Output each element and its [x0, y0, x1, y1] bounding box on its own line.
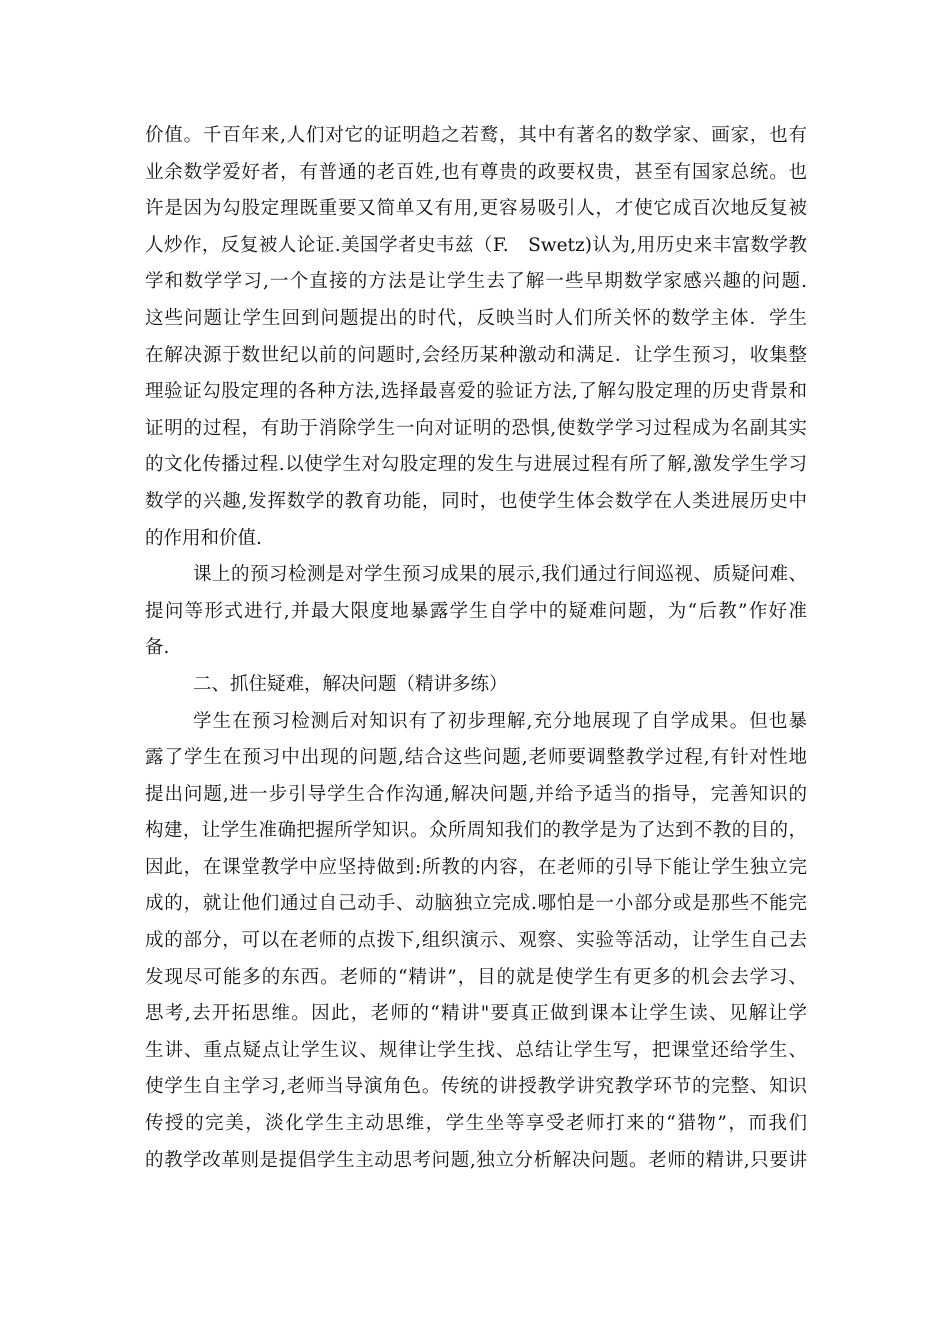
text-line: 思考,去开拓思维。因此，老师的“精讲"要真正做到课本让学生读、见解让学: [145, 1003, 807, 1025]
text-line: 传授的完美，淡化学生主动思维，学生坐等享受老师打来的“猎物”，而我们: [145, 1113, 807, 1135]
text-line: 学和数学学习,一个直接的方法是让学生去了解一些早期数学家感兴趣的问题.: [145, 271, 807, 293]
text-line: 课上的预习检测是对学生预习成果的展示,我们通过行间巡视、质疑问难、: [193, 564, 807, 586]
text-line: 露了学生在预习中出现的问题,结合这些问题,老师要调整教学过程,有针对性地: [145, 747, 807, 769]
text-line: 数学的兴趣,发挥数学的教育功能，同时，也使学生体会数学在人类进展历史中: [145, 490, 807, 512]
text-line: 价值。千百年来,人们对它的证明趋之若鹜，其中有著名的数学家、画家，也有: [145, 125, 807, 146]
text-line: 因此，在课堂教学中应坚持做到:所教的内容，在老师的引导下能让学生独立完: [145, 856, 807, 878]
text-line: 备.: [145, 637, 170, 659]
text-line: 证明的过程，有助于消除学生一向对证明的恐惧,使数学学习过程成为名副其实: [145, 417, 807, 439]
text-line: 许是因为勾股定理既重要又简单又有用,更容易吸引人，才使它成百次地反复被: [145, 198, 807, 220]
text-line: 成的，就让他们通过自己动手、动脑独立完成.哪怕是一小部分或是那些不能完: [145, 893, 807, 915]
text-line: 提问等形式进行,并最大限度地暴露学生自学中的疑难问题，为“后教”作好准: [145, 600, 807, 622]
text-line: 业余数学爱好者，有普通的老百姓,也有尊贵的政要权贵，甚至有国家总统。也: [145, 161, 807, 183]
section-heading-text: 二、抓住疑难，解决问题（精讲多练）: [193, 673, 508, 695]
text-line: 的教学改革则是提倡学生主动思考问题,独立分析解决问题。老师的精讲,只要讲: [145, 1149, 807, 1171]
text-line: 的文化传播过程.以使学生对勾股定理的发生与进展过程有所了解,激发学生学习: [145, 454, 807, 476]
text-line: 构建，让学生准确把握所学知识。众所周知我们的教学是为了达到不教的目的，: [145, 820, 807, 842]
paragraph-p2: [145, 557, 807, 667]
text-line: 使学生自主学习,老师当导演角色。传统的讲授教学讲究教学环节的完整、知识: [145, 1076, 807, 1098]
text-line: 这些问题让学生回到问题提出的时代，反映当时人们所关怀的数学主体．学生: [145, 307, 807, 329]
text-line: 在解决源于数世纪以前的问题时,会经历某种激动和满足．让学生预习，收集整: [145, 344, 807, 366]
text-line: 学生在预习检测后对知识有了初步理解,充分地展现了自学成果。但也暴: [193, 710, 807, 732]
section-heading: [145, 667, 807, 704]
text-line: 人炒作，反复被人论证.美国学者史韦兹（F. Swetz)认为,用历史来丰富数学教: [145, 234, 807, 256]
text-line: 理验证勾股定理的各种方法,选择最喜爱的验证方法,了解勾股定理的历史背景和: [145, 381, 807, 403]
text-line: 的作用和价值.: [145, 527, 262, 549]
text-line: 发现尽可能多的东西。老师的“精讲”，目的就是使学生有更多的机会去学习、: [145, 966, 807, 988]
paragraph-p1: [145, 118, 807, 557]
text-line: 成的部分，可以在老师的点拨下,组织演示、观察、实验等活动，让学生自己去: [145, 930, 807, 952]
document-body: [145, 118, 807, 1179]
paragraph-p3: [145, 704, 807, 1180]
text-line: 生讲、重点疑点让学生议、规律让学生找、总结让学生写，把课堂还给学生、: [145, 1039, 807, 1061]
text-line: 提出问题,进一步引导学生合作沟通,解决问题,并给予适当的指导，完善知识的: [145, 783, 807, 805]
